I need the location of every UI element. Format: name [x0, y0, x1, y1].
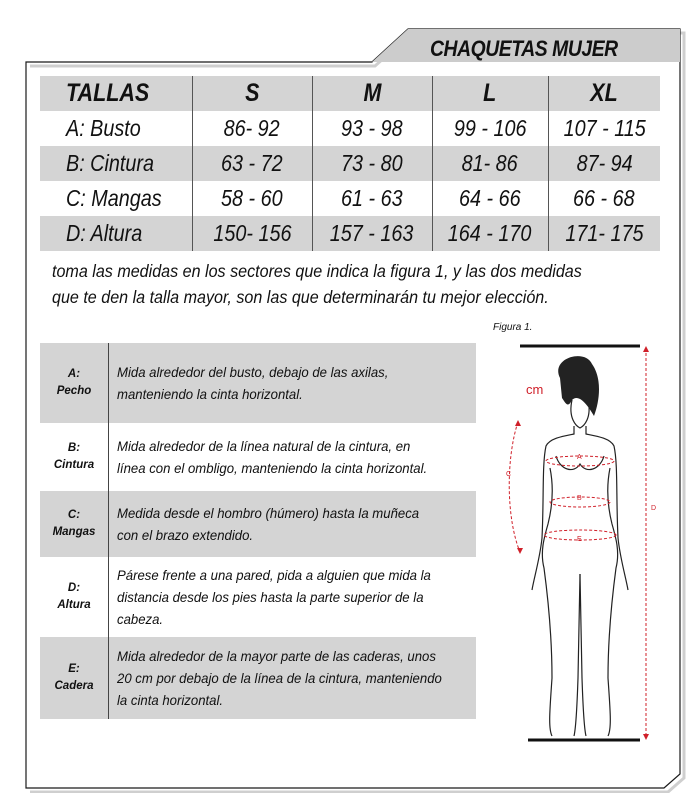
table-cell: 81- 86	[432, 146, 548, 181]
header-size-xl: XL	[548, 76, 660, 111]
instruction-key: C: Mangas	[40, 491, 109, 557]
header-size-m: M	[312, 76, 432, 111]
table-cell: 86- 92	[192, 111, 312, 146]
marker-c: C	[506, 471, 512, 478]
instruction-key: A: Pecho	[40, 343, 109, 423]
instruction-text: Mida alrededor de la línea natural de la cintura, en línea con el ombligo, manteniendo la cinta horizontal.	[117, 438, 428, 476]
figure-labels	[506, 382, 656, 543]
table-cell: 64 - 66	[432, 181, 548, 216]
table-row	[40, 146, 660, 181]
table-cell: 63 - 72	[192, 146, 312, 181]
table-cell: 58 - 60	[192, 181, 312, 216]
instruction-text: Medida desde el hombro (húmero) hasta la muñeca con el brazo extendido.	[109, 491, 477, 557]
header-tallas: TALLAS	[40, 76, 192, 111]
table-cell: 107 - 115	[563, 115, 646, 141]
table-cell: 164 - 170	[432, 216, 548, 251]
note-line: que te den la talla mayor, son las que determinarán tu mejor elección.	[52, 287, 549, 307]
table-cell: 171- 175	[548, 216, 660, 251]
size-table-header	[40, 76, 660, 111]
instruction-row	[40, 343, 476, 423]
table-row	[40, 216, 660, 251]
table-cell: 66 - 68	[573, 185, 636, 211]
table-cell: 73 - 80	[312, 146, 432, 181]
instruction-key: D: Altura	[40, 557, 109, 637]
row-label: B: Cintura	[40, 146, 192, 181]
sleeve-tape	[509, 422, 520, 552]
hair-shape	[558, 356, 599, 416]
instruction-row	[40, 491, 476, 557]
note-line: toma las medidas en los sectores que indica la figura 1, y las dos medidas	[52, 261, 582, 281]
instruction-key: B: Cintura	[40, 423, 109, 491]
body-outline	[532, 400, 628, 736]
size-table	[40, 76, 660, 251]
table-cell: 93 - 98	[312, 111, 432, 146]
table-cell: 99 - 106	[432, 111, 548, 146]
table-row	[40, 111, 660, 146]
marker-a: A	[577, 454, 582, 461]
measurement-note	[52, 258, 652, 310]
header-size-l: L	[432, 76, 548, 111]
body-figure	[490, 338, 670, 748]
instruction-row	[40, 423, 476, 491]
marker-d: D	[651, 505, 657, 512]
table-cell: 157 - 163	[312, 216, 432, 251]
row-label: A: Busto	[40, 111, 192, 146]
instruction-text: Mida alrededor del busto, debajo de las axilas, manteniendo la cinta horizontal.	[109, 343, 477, 423]
table-row	[40, 181, 660, 216]
marker-e: E	[577, 536, 582, 543]
instruction-key: E: Cadera	[40, 637, 109, 719]
instruction-row	[40, 637, 476, 719]
table-cell: 61 - 63	[312, 181, 432, 216]
instruction-text: Mida alrededor de la mayor parte de las caderas, unos 20 cm por debajo de la línea de la cintura, manteniendo la cinta horizontal.	[109, 637, 477, 719]
page-title: CHAQUETAS MUJER	[430, 36, 618, 61]
instructions-table	[40, 343, 476, 719]
instruction-row	[40, 557, 476, 637]
table-cell: 87- 94	[548, 146, 660, 181]
row-label: C: Mangas	[40, 181, 192, 216]
figure-caption: Figura 1.	[493, 322, 533, 333]
row-label: D: Altura	[40, 216, 192, 251]
unit-label: cm	[526, 382, 544, 397]
table-cell: 150- 156	[192, 216, 312, 251]
marker-b: B	[577, 495, 582, 502]
instruction-text: Párese frente a una pared, pida a alguien que mida la distancia desde los pies hasta la parte superior de la cabeza.	[117, 567, 431, 627]
header-size-s: S	[192, 76, 312, 111]
